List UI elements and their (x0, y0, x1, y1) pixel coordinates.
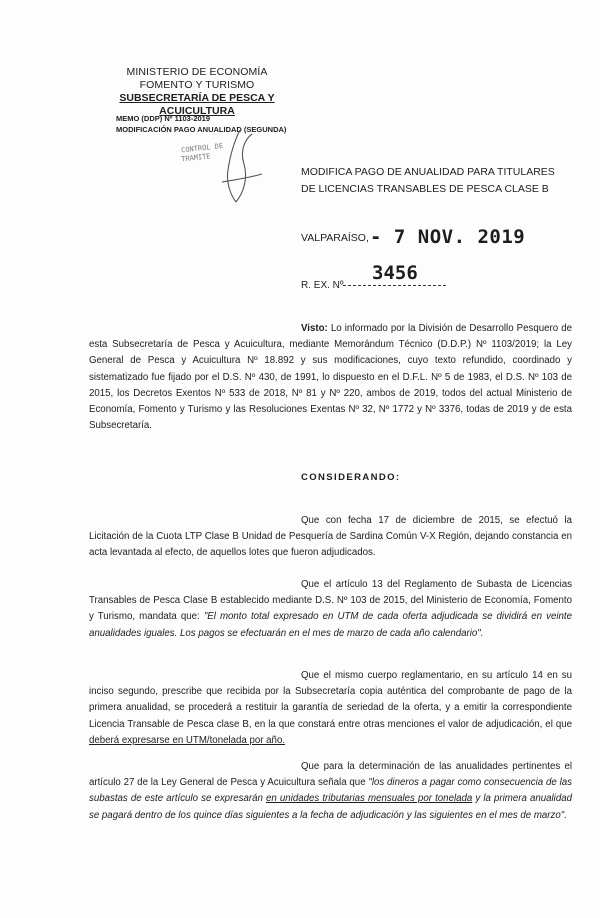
stamp-line-1: CONTROL DE (180, 142, 224, 155)
resolution-label: R. EX. Nº (301, 280, 344, 291)
considerando-heading: CONSIDERANDO: (301, 472, 401, 483)
handwritten-signature (200, 122, 280, 212)
considerando-2 (89, 577, 572, 642)
ministry-name: MINISTERIO DE ECONOMÍA (126, 66, 268, 78)
considerando-4-quote-end: y la primera anualidad se pagará dentro de los quince días siguientes a la fecha de adjudicación y las siguientes en el mes de marzo". (89, 793, 572, 821)
visto-label: Visto: (301, 323, 328, 334)
subsecretaria-name: SUBSECRETARÍA DE PESCA Y ACUICULTURA (119, 92, 275, 117)
stamp-line-2: TRAMITE (180, 152, 211, 164)
issue-date-stamp: - 7 NOV. 2019 (370, 226, 526, 248)
resolution-number: 3456 (372, 262, 418, 284)
ministry-subtitle: FOMENTO Y TURISMO (139, 79, 255, 91)
resolution-title (301, 164, 571, 198)
considerando-4 (89, 759, 572, 824)
considerando-4-underlined: en unidades tributarias mensuales por tonelada (266, 793, 473, 805)
considerando-3-text: Que el mismo cuerpo reglamentario, en su artículo 14 en su inciso segundo, prescribe que recibida por la Subsecretaría copia auténtica del comprobante de pago de la primera anualidad, se procederá a restituir la garantía de seriedad de la oferta, y a emitir la correspondiente Licencia Transable de Pesca clase B, en la que constará entre otras menciones el valor de adjudicación, el que (89, 670, 572, 730)
considerando-4-text: Que para la determinación de las anualidades pertinentes el artículo 27 de la Ley General de Pesca y Acuicultura señala que (89, 761, 572, 789)
place-label: VALPARAÍSO, (301, 232, 369, 244)
considerando-1 (89, 513, 572, 562)
visto-text: Lo informado por la División de Desarrollo Pesquero de esta Subsecretaría de Pesca y Acuicultura, mediante Memorándum Técnico (D.D.P.) Nº 1103/2019; la Ley General de Pesca y Acuicultura Nº 18.892 y sus modificaciones, cuyo texto refundido, coordinado y sistematizado fue fijado por el D.S. Nº 430, de 1991, lo dispuesto en el D.F.L. Nº 5 de 1983, el D.S. Nº 103 de 2015, los Decretos Exentos Nº 533 de 2018, Nº 81 y Nº 220, ambos de 2019, todos del actual Ministerio de Economía, Fomento y Turismo y las Resoluciones Exentas Nº 32, Nº 1772 y Nº 3376, todas de 2019 y de esta Subsecretaría. (89, 323, 572, 432)
memo-subject: MODIFICACIÓN PAGO ANUALIDAD (SEGUNDA) (116, 125, 287, 134)
considerando-2-text: Que el artículo 13 del Reglamento de Subasta de Licencias Transables de Pesca Clase B establecido mediante D.S. Nº 103 de 2015, del Ministerio de Economía, Fomento y Turismo, mandata que: (89, 579, 572, 623)
considerando-1-text: Que con fecha 17 de diciembre de 2015, se efectuó la Licitación de la Cuota LTP Clase B Unidad de Pesquería de Sardina Común V-X Región, dejando constancia en acta levantada al efecto, de aquellos lotes que fueron adjudicados. (89, 515, 572, 559)
considerando-3-underlined: deberá expresarse en UTM/tonelada por año. (89, 734, 286, 746)
title-line-1: MODIFICA PAGO DE ANUALIDAD PARA TITULARES (301, 166, 555, 178)
considerando-3 (89, 668, 572, 749)
letterhead (82, 66, 312, 118)
considerando-4-quote: "los dineros a pagar como consecuencia de las subastas de este artículo se expresarán (89, 777, 572, 805)
visto-paragraph (89, 321, 572, 434)
considerando-2-quote: "El monto total expresado en UTM de cada oferta adjudicada se dividirá en veinte anualidades iguales. Los pagos se efectuarán en el mes de marzo de cada año calendario". (89, 611, 572, 639)
title-line-2: DE LICENCIAS TRANSABLES DE PESCA CLASE B (301, 183, 549, 195)
memo-number: MEMO (DDP) Nº 1103-2019 (116, 114, 211, 123)
resolution-number-line (343, 285, 446, 286)
